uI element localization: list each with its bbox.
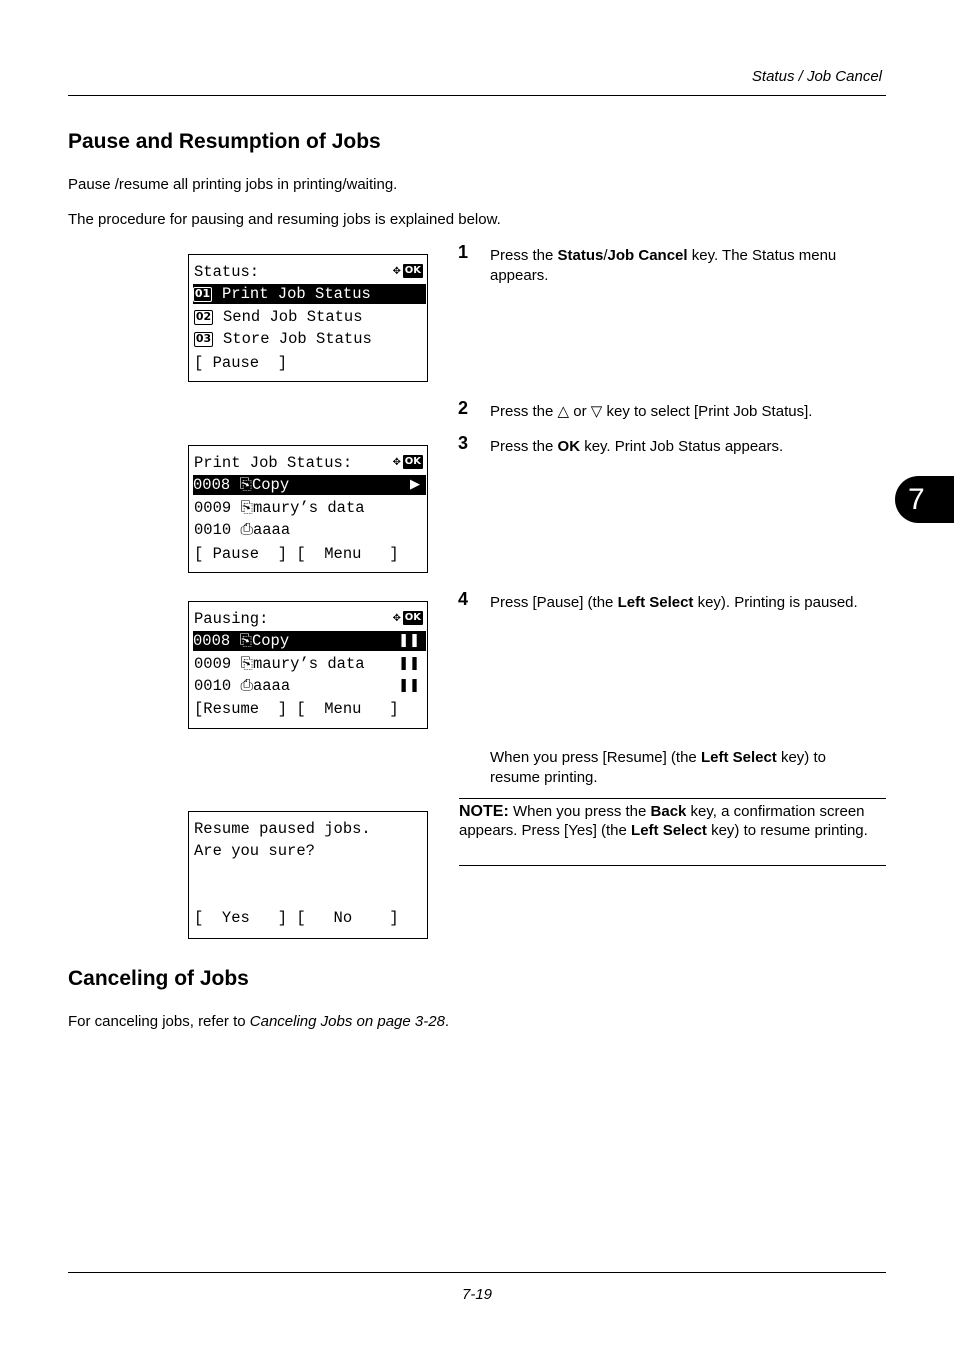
step-number: 3: [458, 433, 469, 453]
note-top-rule: [459, 798, 886, 799]
nav-ok-indicator: [393, 454, 423, 469]
job-row: 0010 ⎙aaaa: [194, 521, 291, 539]
canceling-paragraph: For canceling jobs, refer to Canceling Jobs on page 3-28.: [68, 1013, 450, 1030]
number-01-icon: 01: [194, 287, 211, 300]
nav-ok-indicator: [393, 263, 423, 278]
ok-icon: OK: [404, 455, 421, 467]
print-icon: ⎙: [240, 521, 253, 539]
job-row: 0009 ⎘maury’s data: [194, 499, 365, 517]
lcd-pausing-screen: [188, 601, 428, 729]
ok-icon: OK: [404, 264, 421, 276]
note-box: NOTE: When you press the Back key, a confirmation screen appears. Press [Yes] (the Left Select key) to resume printing.: [459, 803, 868, 839]
chapter-tab: 7: [895, 476, 954, 523]
copy-icon: ⎘: [239, 476, 252, 494]
four-way-arrow-icon: ✥: [392, 610, 401, 625]
intro-paragraph-2: The procedure for pausing and resuming jobs is explained below.: [68, 211, 501, 228]
softkey-row: [ Pause ] [ Menu ]: [194, 545, 399, 563]
menu-item-send-job-status: 02 Send Job Status: [195, 308, 363, 326]
lcd-confirm-screen: [188, 811, 428, 939]
printing-progress-icon: ▶: [410, 477, 420, 492]
nav-ok-indicator: [393, 610, 423, 625]
job-row: 0010 ⎙aaaa ❚❚: [194, 677, 420, 695]
down-arrow-icon: ▽: [590, 403, 603, 420]
copy-icon: ⎘: [239, 632, 252, 650]
note-bottom-rule: [459, 865, 886, 866]
running-header: Status / Job Cancel: [751, 68, 882, 85]
job-row: 0009 ⎘maury’s data ❚❚: [194, 655, 420, 673]
lcd-title: Print Job Status:: [194, 454, 353, 472]
section-heading-canceling: Canceling of Jobs: [68, 967, 249, 990]
copy-icon: ⎘: [240, 499, 253, 517]
copy-icon: ⎘: [240, 655, 253, 673]
lcd-title: Pausing:: [194, 610, 269, 628]
number-03-icon: 03: [195, 332, 212, 345]
ok-icon: OK: [404, 611, 421, 623]
pause-icon: ❚❚: [398, 678, 420, 693]
four-way-arrow-icon: ✥: [392, 263, 401, 278]
lcd-status-screen: [188, 254, 428, 382]
header-rule: [68, 95, 886, 96]
softkey-row: [ Pause ]: [194, 354, 288, 372]
note-label: NOTE:: [459, 803, 509, 820]
menu-item-print-job-status: 01 Print Job Status: [193, 284, 426, 304]
four-way-arrow-icon: ✥: [392, 454, 401, 469]
print-icon: ⎙: [240, 677, 253, 695]
intro-paragraph-1: Pause /resume all printing jobs in printing/waiting.: [68, 176, 398, 193]
menu-item-store-job-status: 03 Store Job Status: [195, 330, 372, 348]
confirm-line-2: Are you sure?: [194, 842, 315, 860]
job-row: 0008 ⎘Copy ❚❚: [193, 631, 426, 651]
cross-reference-link[interactable]: Canceling Jobs on page 3-28: [249, 1013, 445, 1030]
job-row: 0008 ⎘Copy ▶: [193, 475, 426, 495]
softkey-row: [Resume ] [ Menu ]: [194, 700, 399, 718]
footer-rule: [68, 1272, 886, 1273]
lcd-title: Status:: [194, 263, 260, 281]
step-number: 2: [458, 398, 469, 418]
step-number: 4: [458, 589, 469, 609]
page-number: 7-19: [461, 1286, 493, 1303]
step-number: 1: [458, 242, 469, 262]
up-arrow-icon: △: [557, 403, 570, 420]
confirm-line-1: Resume paused jobs.: [194, 820, 371, 838]
pause-icon: ❚❚: [398, 656, 420, 671]
number-02-icon: 02: [195, 310, 212, 323]
lcd-print-job-status-screen: [188, 445, 428, 573]
section-heading-pause: Pause and Resumption of Jobs: [68, 130, 381, 153]
softkey-row: [ Yes ] [ No ]: [194, 909, 399, 927]
pause-icon: ❚❚: [398, 633, 420, 648]
